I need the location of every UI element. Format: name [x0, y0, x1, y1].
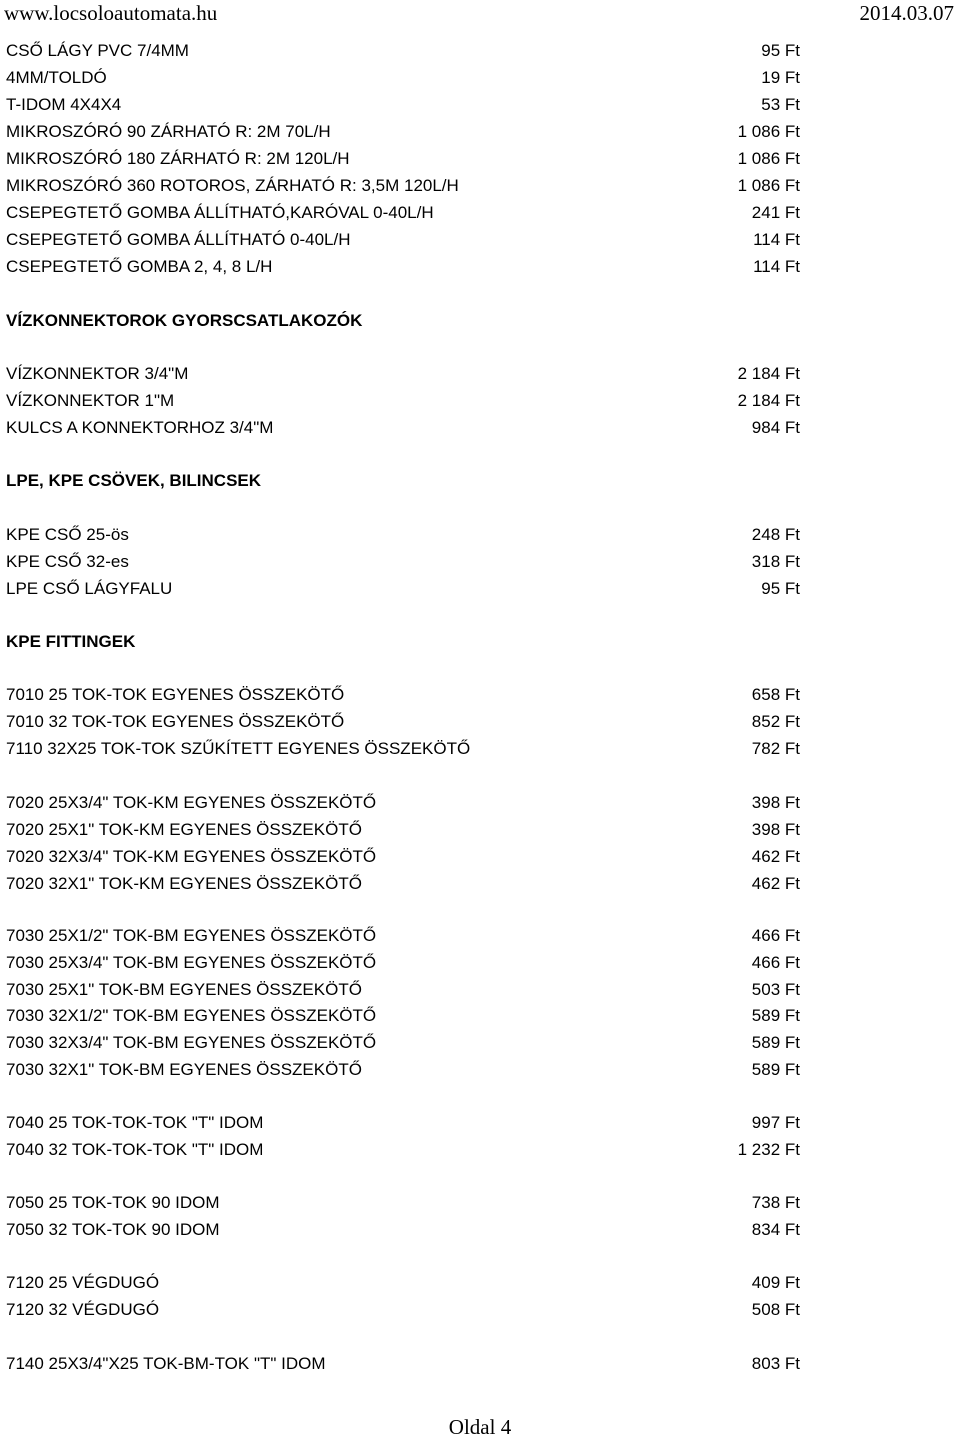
item-price: 462 Ft — [751, 874, 800, 893]
item-price: 114 Ft — [753, 257, 800, 276]
item-price: 248 Ft — [751, 525, 800, 544]
list-item — [6, 977, 800, 1003]
item-price: 1 086 Ft — [737, 176, 800, 195]
item-name: CSEPEGTETŐ GOMBA ÁLLÍTHATÓ,KARÓVAL 0-40L/H — [6, 203, 434, 222]
item-name: 7030 25X1/2" TOK-BM EGYENES ÖSSZEKÖTŐ — [6, 926, 377, 945]
list-item — [6, 200, 800, 226]
item-name: 7120 32 VÉGDUGÓ — [6, 1300, 160, 1319]
list-item — [6, 415, 800, 441]
item-name: 7140 25X3/4"X25 TOK-BM-TOK "T" IDOM — [6, 1354, 326, 1373]
item-price: 241 Ft — [751, 203, 800, 222]
item-name: 7030 32X1/2" TOK-BM EGYENES ÖSSZEKÖTŐ — [6, 1006, 377, 1025]
item-name: 7010 25 TOK-TOK EGYENES ÖSSZEKÖTŐ — [6, 685, 345, 704]
item-price: 318 Ft — [751, 552, 800, 571]
item-price: 658 Ft — [751, 685, 800, 704]
item-price: 114 Ft — [753, 230, 800, 249]
item-name: MIKROSZÓRÓ 360 ROTOROS, ZÁRHATÓ R: 3,5M 120L/H — [6, 176, 459, 195]
item-price: 1 232 Ft — [737, 1140, 800, 1159]
list-item — [6, 1030, 800, 1056]
item-price: 834 Ft — [751, 1220, 800, 1239]
list-item — [6, 38, 800, 64]
list-item — [6, 950, 800, 976]
item-name: 7020 25X1" TOK-KM EGYENES ÖSSZEKÖTŐ — [6, 820, 362, 839]
item-name: 7030 32X1" TOK-BM EGYENES ÖSSZEKÖTŐ — [6, 1060, 362, 1079]
list-item — [6, 173, 800, 199]
item-price: 409 Ft — [751, 1273, 800, 1292]
section-title: VÍZKONNEKTOROK GYORSCSATLAKOZÓK — [6, 311, 363, 330]
item-name: KPE CSŐ 32-es — [6, 552, 129, 571]
section-title: KPE FITTINGEK — [6, 632, 136, 651]
item-price: 19 Ft — [761, 68, 800, 87]
item-name: 7030 25X3/4" TOK-BM EGYENES ÖSSZEKÖTŐ — [6, 953, 377, 972]
list-item — [6, 1003, 800, 1029]
item-price: 589 Ft — [751, 1033, 800, 1052]
item-name: 7020 32X1" TOK-KM EGYENES ÖSSZEKÖTŐ — [6, 874, 362, 893]
page-number: Oldal 4 — [448, 1415, 512, 1439]
item-name: 7120 25 VÉGDUGÓ — [6, 1273, 160, 1292]
section-heading — [6, 308, 800, 334]
item-name: MIKROSZÓRÓ 180 ZÁRHATÓ R: 2M 120L/H — [6, 149, 350, 168]
item-name: KPE CSŐ 25-ös — [6, 525, 129, 544]
item-price: 466 Ft — [751, 953, 800, 972]
item-price: 95 Ft — [761, 579, 800, 598]
item-price: 398 Ft — [751, 820, 800, 839]
item-price: 803 Ft — [751, 1354, 800, 1373]
list-item — [6, 1137, 800, 1163]
list-item — [6, 1217, 800, 1243]
list-item — [6, 254, 800, 280]
item-price: 984 Ft — [751, 418, 800, 437]
list-item — [6, 844, 800, 870]
list-item — [6, 736, 800, 762]
list-item — [6, 146, 800, 172]
item-price: 1 086 Ft — [737, 122, 800, 141]
header-date: 2014.03.07 — [859, 1, 954, 25]
item-price: 738 Ft — [751, 1193, 800, 1212]
item-price: 462 Ft — [751, 847, 800, 866]
item-name: 7050 25 TOK-TOK 90 IDOM — [6, 1193, 220, 1212]
list-item — [6, 119, 800, 145]
item-price: 95 Ft — [761, 41, 800, 60]
list-item — [6, 1297, 800, 1323]
item-price: 589 Ft — [751, 1006, 800, 1025]
item-name: 7010 32 TOK-TOK EGYENES ÖSSZEKÖTŐ — [6, 712, 345, 731]
item-name: 7040 32 TOK-TOK-TOK "T" IDOM — [6, 1140, 264, 1159]
list-item — [6, 227, 800, 253]
section-heading — [6, 468, 800, 494]
item-name: VÍZKONNEKTOR 1"M — [6, 391, 175, 410]
list-item — [6, 92, 800, 118]
item-name: MIKROSZÓRÓ 90 ZÁRHATÓ R: 2M 70L/H — [6, 122, 331, 141]
item-name: 4MM/TOLDÓ — [6, 68, 107, 87]
list-item — [6, 1270, 800, 1296]
item-name: T-IDOM 4X4X4 — [6, 95, 122, 114]
item-name: 7030 25X1" TOK-BM EGYENES ÖSSZEKÖTŐ — [6, 980, 362, 999]
item-name: 7040 25 TOK-TOK-TOK "T" IDOM — [6, 1113, 264, 1132]
section-title: LPE, KPE CSÖVEK, BILINCSEK — [6, 471, 262, 490]
item-price: 2 184 Ft — [737, 364, 800, 383]
item-price: 589 Ft — [751, 1060, 800, 1079]
item-name: LPE CSŐ LÁGYFALU — [6, 579, 173, 598]
item-name: 7020 25X3/4" TOK-KM EGYENES ÖSSZEKÖTŐ — [6, 793, 377, 812]
item-price: 1 086 Ft — [737, 149, 800, 168]
list-item — [6, 361, 800, 387]
list-item — [6, 576, 800, 602]
item-price: 2 184 Ft — [737, 391, 800, 410]
list-item — [6, 790, 800, 816]
item-price: 782 Ft — [751, 739, 800, 758]
item-price: 466 Ft — [751, 926, 800, 945]
list-item — [6, 522, 800, 548]
list-item — [6, 682, 800, 708]
item-price: 398 Ft — [751, 793, 800, 812]
list-item — [6, 1057, 800, 1083]
list-item — [6, 871, 800, 897]
section-heading — [6, 629, 800, 655]
item-name: 7020 32X3/4" TOK-KM EGYENES ÖSSZEKÖTŐ — [6, 847, 377, 866]
item-name: CSEPEGTETŐ GOMBA ÁLLÍTHATÓ 0-40L/H — [6, 230, 351, 249]
item-name: CSŐ LÁGY PVC 7/4MM — [6, 41, 189, 60]
list-item — [6, 65, 800, 91]
list-item — [6, 923, 800, 949]
item-name: KULCS A KONNEKTORHOZ 3/4"M — [6, 418, 274, 437]
list-item — [6, 817, 800, 843]
list-item — [6, 388, 800, 414]
item-price: 503 Ft — [751, 980, 800, 999]
list-item — [6, 709, 800, 735]
item-name: 7030 32X3/4" TOK-BM EGYENES ÖSSZEKÖTŐ — [6, 1033, 377, 1052]
item-name: 7110 32X25 TOK-TOK SZŰKÍTETT EGYENES ÖSSZEKÖTŐ — [6, 739, 471, 758]
header-url: www.locsoloautomata.hu — [4, 1, 218, 25]
list-item — [6, 1110, 800, 1136]
item-price: 852 Ft — [751, 712, 800, 731]
list-item — [6, 549, 800, 575]
list-item — [6, 1351, 800, 1377]
item-price: 508 Ft — [751, 1300, 800, 1319]
item-price: 997 Ft — [751, 1113, 800, 1132]
item-name: 7050 32 TOK-TOK 90 IDOM — [6, 1220, 220, 1239]
item-price: 53 Ft — [761, 95, 800, 114]
item-name: VÍZKONNEKTOR 3/4"M — [6, 364, 189, 383]
item-name: CSEPEGTETŐ GOMBA 2, 4, 8 L/H — [6, 257, 273, 276]
list-item — [6, 1190, 800, 1216]
